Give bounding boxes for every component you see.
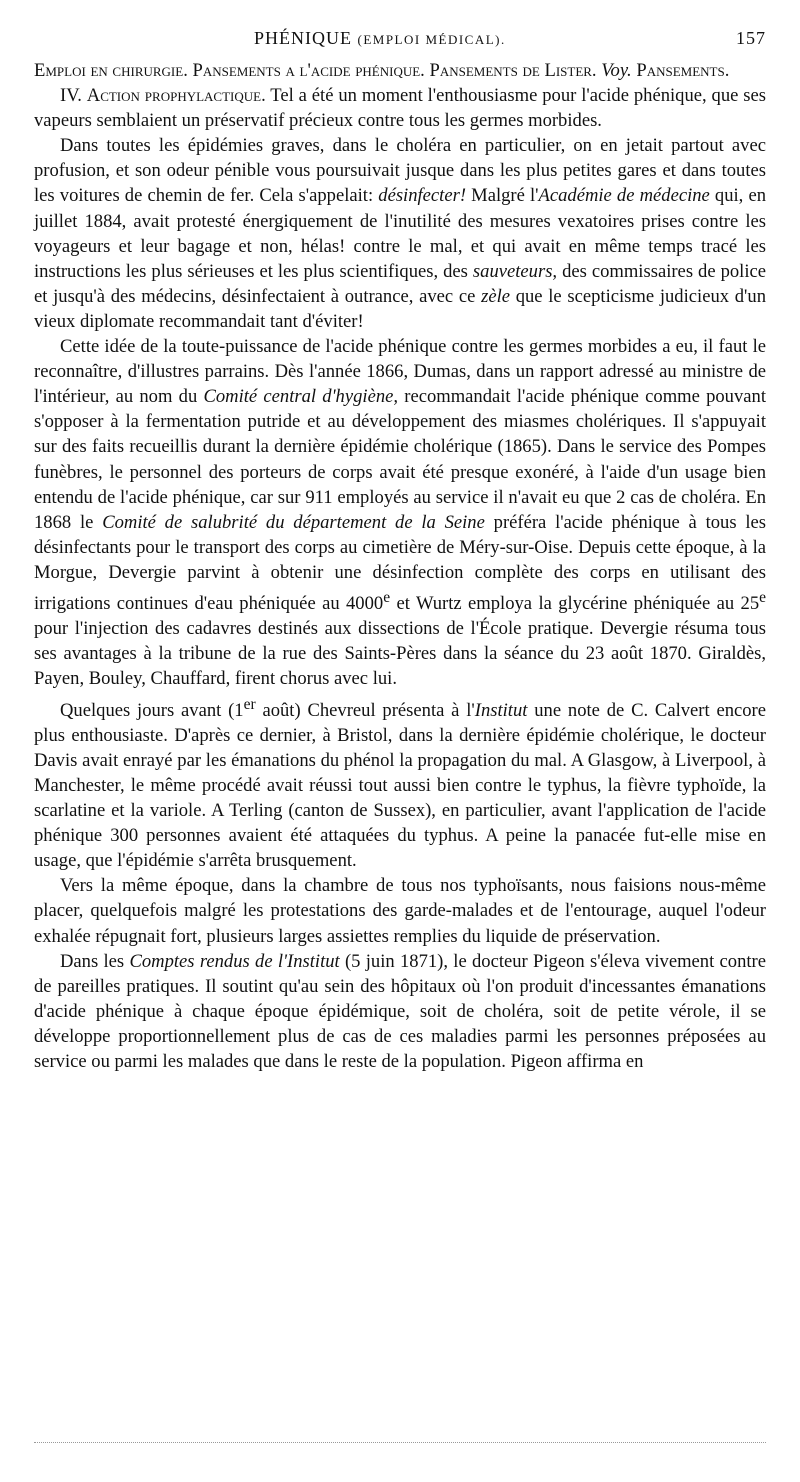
text-run: Cette idée de la toute-puissance de l'acide phénique contre les germes morbides a eu, il faut le reconnaître, d'illustres parrains. Dès l'année 1866, Dumas, dans un rapport adressé au ministre de l'intérieur, au nom du — [34, 336, 766, 408]
text-run: IV. — [60, 85, 87, 107]
text-run: Malgré l' — [466, 185, 539, 207]
paragraph — [34, 83, 766, 133]
text-run: Vers la même époque, dans la chambre de tous nos typhoïsants, nous faisions nous-même placer, quelquefois malgré les protestations des garde-malades et de l'entourage, auquel l'odeur exhalée répugnait fort, plusieurs larges assiettes remplies du liquide de préservation. — [34, 875, 766, 947]
text-run: Comité de salubrité du département de la Seine — [102, 511, 485, 533]
text-run: e — [759, 588, 767, 606]
text-run: et Wurtz employa la glycérine phéniquée au 25 — [390, 593, 760, 615]
text-run: Voy. — [601, 60, 632, 81]
text-run: recommandait l'acide phénique comme pouvant s'opposer à la fermentation putride et au développement des miasmes cholériques. Il s'appuyait sur des faits recueillis durant la dernière épidémie cholérique (1865). Dans le service des Pompes funèbres, le personnel des porteurs de corps avait été presque exonéré, à l'aide d'un usage bien entendu de l'acide phénique, car sur 911 employés au service il n'avait eu que 2 cas de choléra. En 1868 le — [34, 386, 766, 533]
text-run: Tel a été un moment l'enthousiasme pour l'acide phénique, que ses vapeurs semblaient un préservatif précieux contre tous les germes morbides. — [34, 85, 766, 132]
paragraph — [34, 133, 766, 334]
text-run: une note de C. Calvert encore plus enthousiaste. D'après ce dernier, à Bristol, dans la dernière épidémie cholérique, le docteur Davis avait enrayé par les émanations du phénol la propagation du mal. A Glasgow, à Liverpool, à Manchester, le même procédé avait réussi tout aussi bien contre le typhus, la fièvre typhoïde, la scarlatine et la variole. A Terling (canton de Sussex), en particulier, avant l'application de l'acide phénique 300 personnes avaient été attaquées du typhus. A peine la panacée fut-elle mise en usage, que l'épidémie s'arrêta brusquement. — [34, 699, 766, 872]
paragraph — [34, 334, 766, 692]
text-run: août) Chevreul présenta à l' — [255, 699, 475, 721]
text-run: Dans toutes les épidémies graves, dans le choléra en particulier, on en jetait partout avec profusion, et son odeur pénible vous poursuivait jusque dans les plus petites gares et dans toutes les voitures de chemin de fer. Cela s'appelait: — [34, 135, 766, 207]
page-number: 157 — [736, 28, 766, 48]
running-header — [34, 28, 766, 58]
text-run: Pansements. — [631, 60, 730, 81]
body-text — [34, 58, 766, 1074]
text-run: Académie de médecine — [538, 185, 710, 207]
text-run: Emploi en chirurgie. Pansements a l'acide phénique. Pansements de Lister. — [34, 60, 602, 81]
text-run: Quelques jours avant (1 — [60, 699, 244, 721]
text-run: que le scepticisme judicieux d'un vieux diplomate recommandait tant d'éviter! — [34, 285, 766, 332]
text-run: er — [243, 695, 256, 713]
running-title — [254, 28, 506, 49]
text-run: qui, en juillet 1884, avait protesté énergiquement de l'inutilité des mesures vexatoires prises contre les voyageurs et leur bagage et non, hélas! contre le mal, et qui avait en même temps tracé les instructions les plus sérieuses et les plus scientifiques, des — [34, 185, 766, 282]
paragraph — [34, 873, 766, 948]
text-run: Comité central d'hygiène, — [203, 386, 399, 408]
header-subtitle: (EMPLOI MÉDICAL). — [357, 32, 506, 47]
text-run: préféra l'acide phénique à tous les désinfectants pour le transport des corps au cimetière de Méry-sur-Oise. Depuis cette époque, à la Morgue, Devergie parvint à obtenir une désinfection complète des corps en utilisant des irrigations continues d'eau phéniquée au 4000 — [34, 511, 767, 615]
text-run: Action prophylactique. — [86, 85, 266, 107]
text-run: sauveteurs, — [472, 260, 558, 282]
paragraph — [34, 692, 766, 874]
text-run: des commissaires de police et jusqu'à des médecins, désinfectaient à outrance, avec ce — [34, 260, 767, 307]
header-title: PHÉNIQUE — [254, 28, 352, 48]
text-run: Institut — [474, 699, 528, 721]
text-run: e — [383, 588, 391, 606]
text-run: désinfecter! — [378, 185, 467, 207]
text-run: Comptes rendus de l'Institut — [129, 950, 340, 972]
text-run: pour l'injection des cadavres destinés aux dissections de l'École pratique. Devergie résuma tous ses avantages à la tribune de la rue des Saints-Pères dans la séance du 23 août 1870. Giraldès, Payen, Bouley, Chauffard, firent chorus avec lui. — [34, 618, 766, 690]
text-run: Dans les — [60, 950, 130, 972]
book-page — [34, 28, 766, 1074]
footer-rule — [34, 1442, 766, 1443]
paragraph — [34, 949, 766, 1074]
paragraph — [34, 58, 766, 83]
text-run: zèle — [481, 285, 510, 307]
text-run: (5 juin 1871), le docteur Pigeon s'éleva vivement contre de pareilles pratiques. Il soutint qu'au sein des hôpitaux où l'on produit d'incessantes émanations d'acide phénique à chaque époque épidémique, soit de choléra, soit de petite vérole, il se développe proportionnellement plus de cas de ces maladies parmi les personnes préposées au service ou parmi les malades que dans le reste de la population. Pigeon affirma en — [34, 950, 767, 1073]
